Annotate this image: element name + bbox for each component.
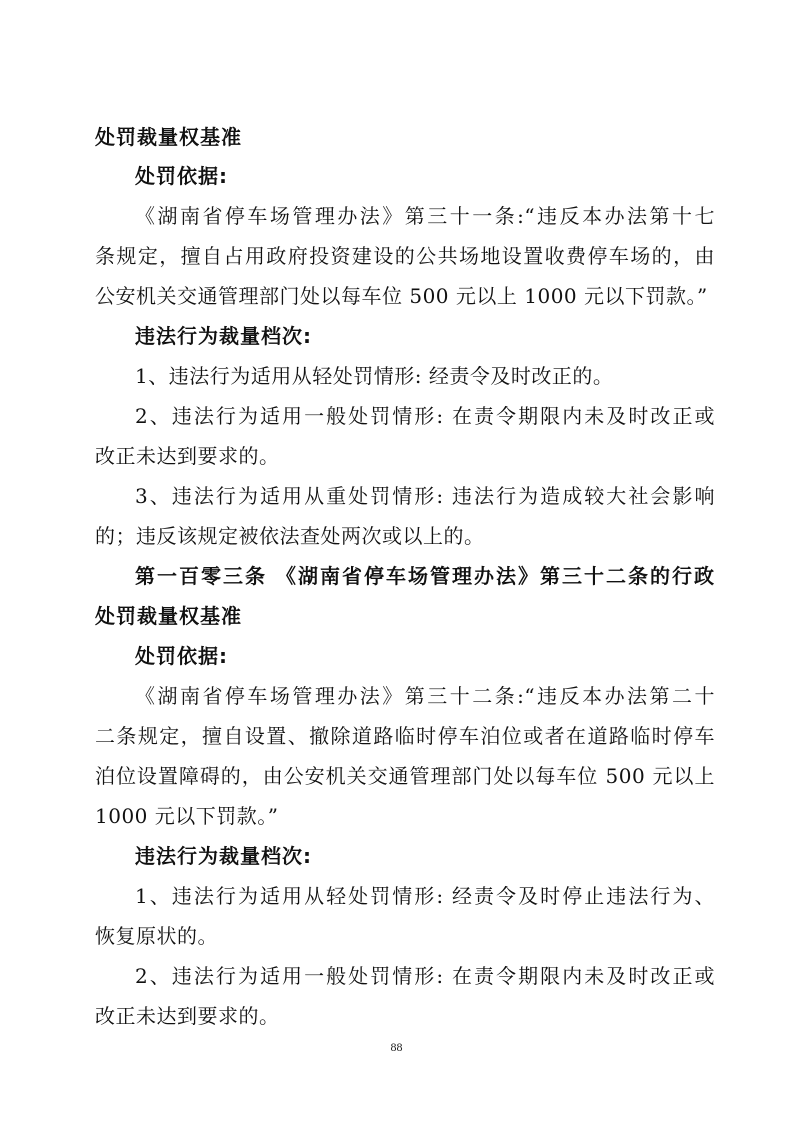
legal-basis-2-text-line-1: 《湖南省停车场管理办法》第三十二条:“违反本办法第二十 [135, 684, 715, 708]
heading-discretion-levels: 违法行为裁量档次: [135, 324, 312, 348]
level-1-text: 1、违法行为适用从轻处罚情形: 经责令及时改正的。 [135, 364, 614, 388]
level-3-text-line-1: 3、违法行为适用从重处罚情形: 违法行为造成较大社会影响 [135, 484, 715, 508]
level-2-text-line-2: 改正未达到要求的。 [95, 444, 280, 468]
section-title-continued: 处罚裁量权基准 [95, 125, 242, 149]
legal-basis-2-text-line-4: 1000 元以下罚款。” [95, 804, 279, 828]
heading-legal-basis: 处罚依据: [135, 164, 228, 188]
level-3-text-line-2: 的；违反该规定被依法查处两次或以上的。 [95, 524, 485, 548]
heading-legal-basis-2: 处罚依据: [135, 644, 228, 668]
level-1-2-text-line-1: 1、违法行为适用从轻处罚情形: 经责令及时停止违法行为、 [135, 884, 715, 908]
legal-basis-2-text-line-2: 二条规定，擅自设置、撤除道路临时停车泊位或者在道路临时停车 [95, 724, 715, 748]
level-2-2-text-line-2: 改正未达到要求的。 [95, 1004, 280, 1028]
legal-basis-2-text-line-3: 泊位设置障碍的，由公安机关交通管理部门处以每车位 500 元以上 [95, 764, 715, 788]
legal-basis-text-line-1: 《湖南省停车场管理办法》第三十一条:“违反本办法第十七 [135, 204, 715, 228]
article-103-heading-line-1: 第一百零三条 《湖南省停车场管理办法》第三十二条的行政 [135, 564, 715, 588]
level-2-2-text-line-1: 2、违法行为适用一般处罚情形: 在责令期限内未及时改正或 [135, 964, 715, 988]
level-2-text-line-1: 2、违法行为适用一般处罚情形: 在责令期限内未及时改正或 [135, 404, 715, 428]
legal-basis-text-line-2: 条规定，擅自占用政府投资建设的公共场地设置收费停车场的，由 [95, 244, 715, 268]
page-number: 88 [390, 1040, 403, 1054]
legal-basis-text-line-3: 公安机关交通管理部门处以每车位 500 元以上 1000 元以下罚款。” [95, 284, 708, 308]
article-103-heading-line-2: 处罚裁量权基准 [95, 604, 242, 628]
heading-discretion-levels-2: 违法行为裁量档次: [135, 844, 312, 868]
level-1-2-text-line-2: 恢复原状的。 [95, 924, 218, 948]
